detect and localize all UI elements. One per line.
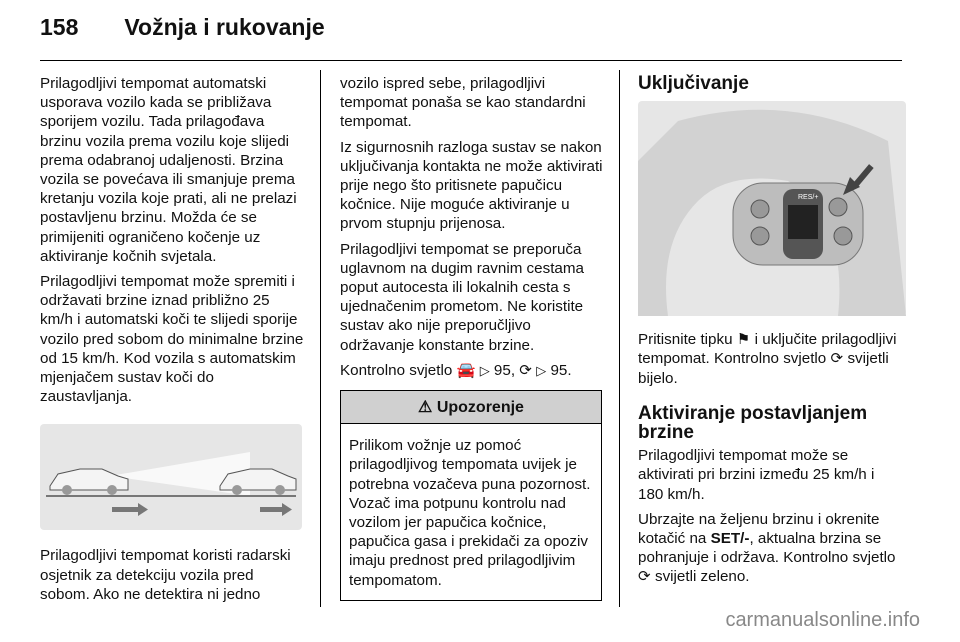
page-number: 158 — [40, 14, 79, 40]
set-button-label: SET/- — [710, 530, 750, 548]
section-heading: Uključivanje — [638, 73, 749, 94]
column-divider — [619, 70, 620, 607]
paragraph-control-light: Kontrolno svjetlo 🚘 ▷ 95, ⟳ ▷ 95. — [340, 361, 572, 379]
chapter-title: Vožnja i rukovanje — [124, 14, 325, 40]
paragraph: Prilagodljivi tempomat koristi radarski osjetnik za detekciju vozila pred sobom. Ako ne detektira ni jedno — [40, 547, 291, 603]
cruise-control-icon: ⟳ — [638, 568, 651, 586]
following-car-illustration — [40, 424, 302, 530]
watermark: carmanualsonline.info — [725, 609, 920, 631]
steering-wheel-illustration — [638, 101, 906, 316]
column-divider — [320, 70, 321, 607]
cruise-control-icon: ⟳ — [830, 350, 844, 368]
paragraph: Prilagodljivi tempomat može se aktivirati pri brzini između 25 km/h i 180 km/h. — [638, 447, 875, 503]
cruise-control-icon: ⟳ — [519, 361, 533, 379]
steering-wheel-graphic — [638, 101, 906, 316]
warning-header: ⚠ Upozorenje — [341, 391, 601, 424]
header-rule — [40, 60, 902, 61]
paragraph: Ubrzajte na željenu brzinu i okrenite kotačić na SET/-, aktualna brzina se pohranjuje i održava. Kontrolno svjetlo ⟳ svijetli zeleno. — [638, 510, 896, 586]
paragraph: Prilagodljivi tempomat se preporuča uglavnom na dugim ravnim cestama poput autocesta ili lokalnih cesta s ujednačenim prometom. Ne koristite sustav ako nije preporučljivo održavanje konstante brzine. — [340, 240, 584, 354]
warning-box — [340, 390, 602, 601]
page-ref-icon: ▷ — [536, 362, 547, 378]
page-ref-icon: ▷ — [479, 362, 490, 378]
car-warning-icon: 🚘 — [456, 361, 476, 379]
warning-triangle-icon: ⚠ — [418, 399, 433, 417]
warning-text: Prilikom vožnje uz pomoć prilagodljivog tempomata uvijek je potrebna vozačeva puna pozornost. Vozač ima potpunu kontrolu nad vozilom jer papučica kočnice, papučica gasa i prekidači za opoziv imaju prednost pred prilagodljivim tempomatom. — [349, 437, 591, 589]
paragraph: Prilagodljivi tempomat automatski usporava vozilo kada se približava sporijem vozilu. Tada prilagođava brzinu vozila prema vozilu koje slijedi prema odabranoj udaljenosti. Brzina vozila se povećava ili smanjuje prema kretanju vozila koje prati, ali ne prelazi postavljenu brzinu. Možda će se primijeniti ograničeno kočenje uz aktiviranje kočnih svjetala. — [40, 75, 297, 265]
page-header — [40, 14, 325, 41]
svg-text:RES/+: RES/+ — [798, 194, 819, 202]
column-1 — [40, 74, 305, 610]
section-heading: Aktiviranje postavljanjem brzine — [638, 402, 868, 444]
radar-cars-graphic — [40, 424, 302, 530]
column-3 — [638, 74, 903, 593]
paragraph: Prilagodljivi tempomat može spremiti i održavati brzine iznad približno 25 km/h i automatski koči te slijedi sporije vozilo pred sobom do minimalne brzine od 15 km/h. Kod vozila s automatskim mjenjačem sustav koči do zaustavljanja. — [40, 273, 304, 406]
paragraph: Pritisnite tipku ⚑ i uključite prilagodljivi tempomat. Kontrolno svjetlo ⟳ svijetli bijelo. — [638, 331, 897, 387]
paragraph: Iz sigurnosnih razloga sustav se nakon uključivanja kontakta ne može aktivirati prije nego što pritisnete papučicu kočnice. Nije moguće aktiviranje u prvom stupnju prijenosa. — [340, 138, 603, 233]
column-2 — [340, 74, 605, 601]
adaptive-cruise-button-icon: ⚑ — [736, 331, 751, 349]
paragraph: vozilo ispred sebe, prilagodljivi tempomat ponaša se kao standardni tempomat. — [340, 75, 586, 131]
